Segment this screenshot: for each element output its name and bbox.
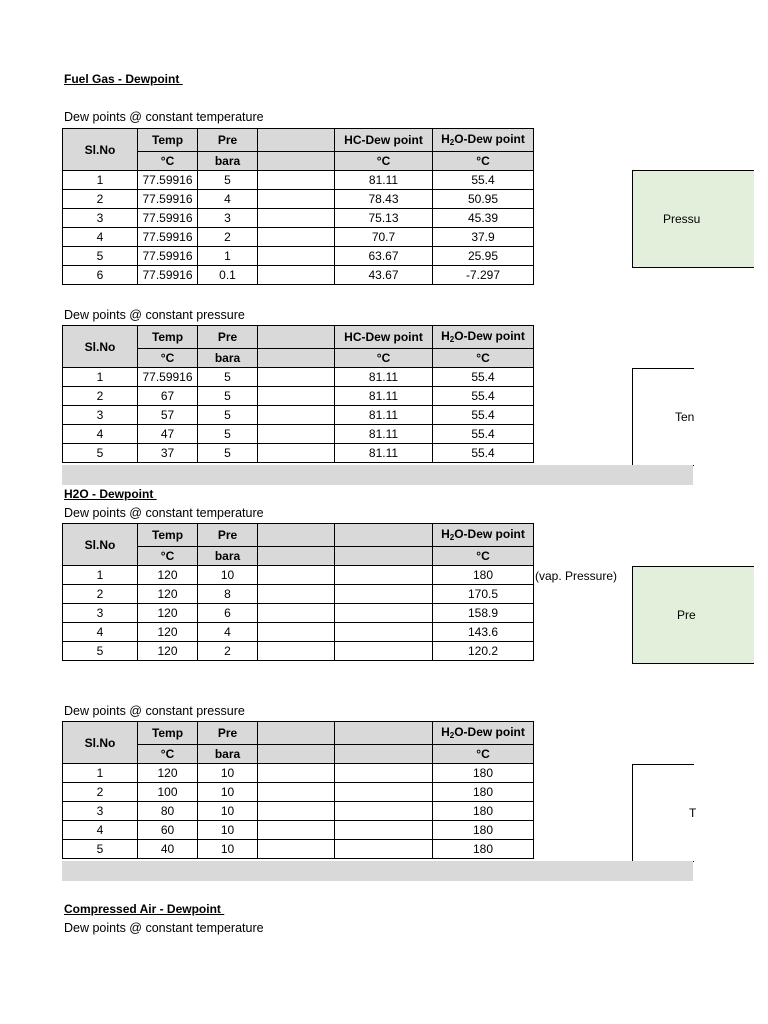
slno-header: Sl.No (63, 524, 138, 566)
sl-cell: 4 (63, 623, 138, 642)
table-row (63, 406, 534, 425)
blank-cell (258, 623, 335, 642)
h2o-cell: 158.9 (433, 604, 534, 623)
hc-cell: 75.13 (335, 209, 433, 228)
sl-cell: 3 (63, 802, 138, 821)
blank-cell (258, 387, 335, 406)
h2o-title: H2O - Dewpoint (64, 487, 157, 501)
fuel-gas-const-pres-table (62, 325, 534, 463)
pre-cell: 5 (198, 406, 258, 425)
pre-header: Pre (198, 129, 258, 152)
sl-cell: 5 (63, 840, 138, 859)
temp-cell: 120 (138, 604, 198, 623)
side-box-label: Ten (675, 410, 695, 424)
h2o-const-temp-table (62, 523, 534, 661)
blank-cell (335, 566, 433, 585)
hc-cell: 81.11 (335, 406, 433, 425)
side-box-label: Pre (677, 608, 696, 622)
h2o-cell: 55.4 (433, 171, 534, 190)
blank-cell (258, 840, 335, 859)
sl-cell: 2 (63, 585, 138, 604)
hc-cell: 81.11 (335, 171, 433, 190)
sl-cell: 1 (63, 566, 138, 585)
hc-cell: 70.7 (335, 228, 433, 247)
hc-cell: 81.11 (335, 425, 433, 444)
hc-cell: 81.11 (335, 444, 433, 463)
h2o-cell: 25.95 (433, 247, 534, 266)
h2o-cell: 180 (433, 566, 534, 585)
table-row (63, 209, 534, 228)
pre-header: Pre (198, 524, 258, 547)
h2o-cell: 120.2 (433, 642, 534, 661)
h2o-cell: 180 (433, 821, 534, 840)
pre-unit: bara (198, 547, 258, 566)
slno-header: Sl.No (63, 722, 138, 764)
blank-cell (258, 406, 335, 425)
blank-cell (258, 566, 335, 585)
sl-cell: 3 (63, 209, 138, 228)
h2o-dew-point-header: $H_2O$-Dew point (433, 129, 534, 152)
pre-cell: 10 (198, 802, 258, 821)
blank-cell (258, 604, 335, 623)
temp-cell: 77.59916 (138, 247, 198, 266)
temp-header: Temp (138, 722, 198, 745)
table-row (63, 604, 534, 623)
h2o-cell: -7.297 (433, 266, 534, 285)
sl-cell: 6 (63, 266, 138, 285)
sl-cell: 4 (63, 425, 138, 444)
h2o-unit: °C (433, 547, 534, 566)
h2o-cell: 55.4 (433, 425, 534, 444)
vap-pressure-note: (vap. Pressure) (535, 569, 618, 583)
temp-cell: 100 (138, 783, 198, 802)
pre-cell: 1 (198, 247, 258, 266)
sl-cell: 1 (63, 171, 138, 190)
blank-unit (258, 547, 335, 566)
pre-cell: 2 (198, 228, 258, 247)
temp-cell: 77.59916 (138, 228, 198, 247)
table-row (63, 802, 534, 821)
fuel-gas-const-temp-caption: Dew points @ constant temperature (64, 110, 264, 124)
side-box-label: T (689, 806, 697, 820)
table-row (63, 190, 534, 209)
pre-cell: 5 (198, 387, 258, 406)
temp-cell: 77.59916 (138, 171, 198, 190)
hc-cell: 81.11 (335, 387, 433, 406)
hc-unit: °C (335, 152, 433, 171)
pre-cell: 10 (198, 566, 258, 585)
temp-unit: °C (138, 745, 198, 764)
table-row (63, 171, 534, 190)
temp-unit: °C (138, 349, 198, 368)
temp-header: Temp (138, 129, 198, 152)
hc-cell: 43.67 (335, 266, 433, 285)
sl-cell: 5 (63, 642, 138, 661)
temp-cell: 57 (138, 406, 198, 425)
pre-cell: 5 (198, 368, 258, 387)
h2o-dew-point-header: $H_2O$-Dew point (433, 326, 534, 349)
temp-cell: 40 (138, 840, 198, 859)
table-row (63, 228, 534, 247)
sl-cell: 2 (63, 190, 138, 209)
h2o-const-temp-caption: Dew points @ constant temperature (64, 506, 264, 520)
blank-cell (258, 585, 335, 604)
blank-cell (335, 604, 433, 623)
blank-header (258, 524, 335, 547)
blank-header (335, 524, 433, 547)
compressed-air-const-temp-caption: Dew points @ constant temperature (64, 921, 264, 935)
h2o-cell: 45.39 (433, 209, 534, 228)
sl-cell: 5 (63, 247, 138, 266)
blank-cell (258, 444, 335, 463)
h2o-cell: 143.6 (433, 623, 534, 642)
pre-cell: 10 (198, 764, 258, 783)
h2o-dew-point-header: $H_2O$-Dew point (433, 722, 534, 745)
blank-cell (335, 585, 433, 604)
table-row (63, 764, 534, 783)
h2o-cell: 180 (433, 840, 534, 859)
blank-cell (258, 266, 335, 285)
temp-cell: 37 (138, 444, 198, 463)
blank-unit (258, 152, 335, 171)
temp-cell: 60 (138, 821, 198, 840)
blank-unit (335, 547, 433, 566)
blank-cell (258, 368, 335, 387)
sl-cell: 5 (63, 444, 138, 463)
fuel-gas-temperature-chart-box (632, 368, 694, 466)
pre-cell: 5 (198, 444, 258, 463)
blank-cell (258, 642, 335, 661)
section-separator-band (62, 465, 693, 485)
temp-cell: 77.59916 (138, 190, 198, 209)
fuel-gas-title: Fuel Gas - Dewpoint (64, 72, 183, 86)
sl-cell: 3 (63, 406, 138, 425)
pre-header: Pre (198, 326, 258, 349)
table-row (63, 387, 534, 406)
pre-cell: 5 (198, 171, 258, 190)
pre-cell: 8 (198, 585, 258, 604)
temp-cell: 120 (138, 764, 198, 783)
temp-unit: °C (138, 152, 198, 171)
blank-cell (335, 642, 433, 661)
pre-cell: 4 (198, 190, 258, 209)
pre-cell: 0.1 (198, 266, 258, 285)
h2o-temperature-chart-box (632, 764, 697, 862)
temp-unit: °C (138, 547, 198, 566)
h2o-cell: 55.4 (433, 387, 534, 406)
pre-cell: 6 (198, 604, 258, 623)
temp-header: Temp (138, 326, 198, 349)
pre-header: Pre (198, 722, 258, 745)
blank-cell (258, 190, 335, 209)
sl-cell: 3 (63, 604, 138, 623)
pre-cell: 5 (198, 425, 258, 444)
h2o-const-pres-table (62, 721, 534, 859)
hc-cell: 78.43 (335, 190, 433, 209)
h2o-const-pres-caption: Dew points @ constant pressure (64, 704, 245, 718)
blank-cell (258, 171, 335, 190)
sl-cell: 4 (63, 228, 138, 247)
hc-unit: °C (335, 349, 433, 368)
blank-cell (258, 228, 335, 247)
compressed-air-title: Compressed Air - Dewpoint (64, 902, 225, 916)
pre-cell: 3 (198, 209, 258, 228)
table-row (63, 585, 534, 604)
temp-cell: 77.59916 (138, 368, 198, 387)
h2o-cell: 180 (433, 764, 534, 783)
blank-cell (335, 840, 433, 859)
side-box-label: Pressu (663, 212, 701, 226)
temp-cell: 120 (138, 566, 198, 585)
hc-dew-point-header: HC-Dew point (335, 129, 433, 152)
blank-cell (335, 623, 433, 642)
pre-cell: 4 (198, 623, 258, 642)
sl-cell: 2 (63, 387, 138, 406)
h2o-cell: 37.9 (433, 228, 534, 247)
blank-unit (258, 349, 335, 368)
pre-unit: bara (198, 745, 258, 764)
slno-header: Sl.No (63, 326, 138, 368)
h2o-cell: 180 (433, 783, 534, 802)
blank-cell (258, 802, 335, 821)
blank-cell (258, 783, 335, 802)
temp-header: Temp (138, 524, 198, 547)
blank-header (258, 326, 335, 349)
blank-header (258, 722, 335, 745)
h2o-cell: 55.4 (433, 444, 534, 463)
h2o-cell: 170.5 (433, 585, 534, 604)
blank-cell (258, 247, 335, 266)
table-row (63, 444, 534, 463)
table-row (63, 247, 534, 266)
h2o-dew-point-header: $H_2O$-Dew point (433, 524, 534, 547)
h2o-unit: °C (433, 152, 534, 171)
table-row (63, 566, 534, 585)
temp-cell: 80 (138, 802, 198, 821)
temp-cell: 47 (138, 425, 198, 444)
pre-unit: bara (198, 152, 258, 171)
temp-cell: 120 (138, 585, 198, 604)
pre-unit: bara (198, 349, 258, 368)
table-row (63, 425, 534, 444)
blank-cell (258, 821, 335, 840)
pre-cell: 10 (198, 821, 258, 840)
blank-unit (335, 745, 433, 764)
sl-cell: 2 (63, 783, 138, 802)
pre-cell: 2 (198, 642, 258, 661)
h2o-unit: °C (433, 745, 534, 764)
temp-cell: 77.59916 (138, 209, 198, 228)
pre-cell: 10 (198, 783, 258, 802)
table-row (63, 623, 534, 642)
blank-unit (258, 745, 335, 764)
fuel-gas-const-pres-caption: Dew points @ constant pressure (64, 308, 245, 322)
blank-cell (335, 764, 433, 783)
h2o-pressure-chart-box (632, 566, 754, 664)
temp-cell: 120 (138, 623, 198, 642)
blank-cell (335, 802, 433, 821)
h2o-cell: 50.95 (433, 190, 534, 209)
hc-cell: 63.67 (335, 247, 433, 266)
hc-dew-point-header: HC-Dew point (335, 326, 433, 349)
blank-header (335, 722, 433, 745)
blank-cell (258, 209, 335, 228)
sl-cell: 4 (63, 821, 138, 840)
table-row (63, 368, 534, 387)
h2o-cell: 55.4 (433, 368, 534, 387)
table-row (63, 840, 534, 859)
h2o-cell: 55.4 (433, 406, 534, 425)
sl-cell: 1 (63, 764, 138, 783)
section-separator-band (62, 861, 693, 881)
sl-cell: 1 (63, 368, 138, 387)
blank-cell (258, 425, 335, 444)
blank-cell (335, 821, 433, 840)
blank-cell (335, 783, 433, 802)
slno-header: Sl.No (63, 129, 138, 171)
hc-cell: 81.11 (335, 368, 433, 387)
fuel-gas-const-temp-table (62, 128, 534, 285)
temp-cell: 67 (138, 387, 198, 406)
table-row (63, 821, 534, 840)
h2o-unit: °C (433, 349, 534, 368)
temp-cell: 77.59916 (138, 266, 198, 285)
h2o-cell: 180 (433, 802, 534, 821)
table-row (63, 642, 534, 661)
pre-cell: 10 (198, 840, 258, 859)
blank-cell (258, 764, 335, 783)
table-row (63, 266, 534, 285)
table-row (63, 783, 534, 802)
temp-cell: 120 (138, 642, 198, 661)
fuel-gas-pressure-chart-box (632, 170, 754, 268)
blank-header (258, 129, 335, 152)
